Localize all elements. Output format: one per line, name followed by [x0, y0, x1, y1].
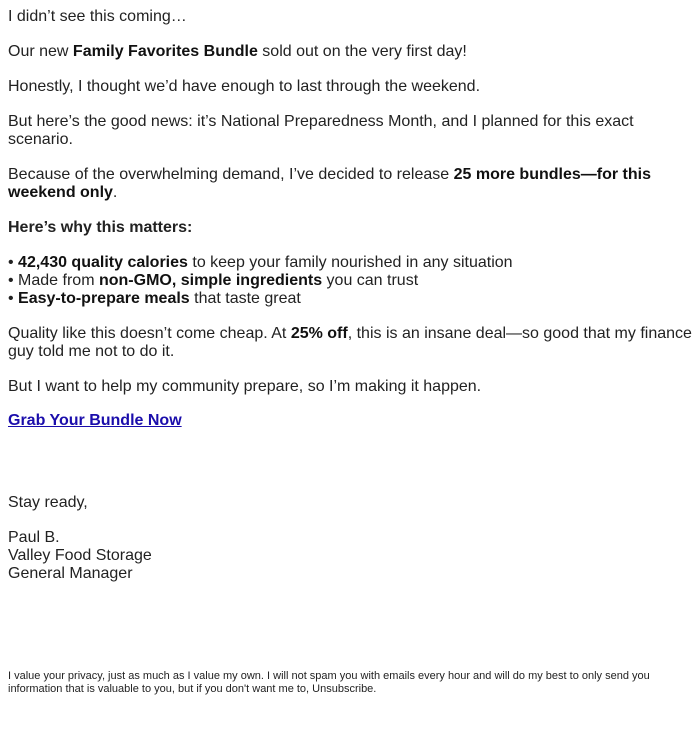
release-text-before: Because of the overwhelming demand, I’ve decided to release [8, 166, 454, 183]
bullet-text: you can trust [322, 272, 419, 289]
why-heading: Here’s why this matters: [8, 219, 193, 236]
weekend-paragraph: Honestly, I thought we’d have enough to last through the weekend. [8, 78, 481, 95]
signature-block [8, 529, 692, 583]
bullet-text: to keep your family nourished in any situation [187, 254, 513, 271]
bullet-highlight: non-GMO, simple ingredients [98, 272, 323, 289]
sold-out-text-after: sold out on the very first day! [257, 43, 467, 60]
release-text-after: . [112, 184, 118, 201]
signature-name: Paul B. [8, 529, 60, 546]
quality-text-after: , this is an insane deal—so good that my finance guy told me not to do it. [8, 325, 692, 360]
sold-out-text-before: Our new [8, 43, 73, 60]
bullet-prefix: • Made from [8, 272, 99, 289]
bullet-highlight: Easy-to-prepare meals [18, 290, 190, 307]
signature-company: Valley Food Storage [8, 547, 152, 564]
release-paragraph [8, 166, 692, 202]
good-news-paragraph: But here’s the good news: it’s National Preparedness Month, and I planned for this exact scenario. [8, 113, 634, 148]
signature-title: General Manager [8, 565, 133, 582]
list-item [8, 290, 692, 308]
sold-out-paragraph [8, 43, 692, 61]
bullet-prefix: • [8, 290, 19, 307]
signoff: Stay ready, [8, 494, 88, 511]
list-item [8, 272, 692, 290]
bullet-text: that taste great [189, 290, 301, 307]
bullet-highlight: 42,430 quality calories [18, 254, 188, 271]
quality-paragraph [8, 325, 692, 361]
bullet-prefix: • [8, 254, 19, 271]
discount-highlight: 25% off [290, 325, 348, 342]
privacy-footer: I value your privacy, just as much as I value my own. I will not spam you with emails every hour and will do my best to only send you information that is valuable to you, but if you don't want me to, Unsubscribe. [8, 670, 650, 695]
community-paragraph: But I want to help my community prepare, so I’m making it happen. [8, 378, 482, 395]
grab-bundle-link[interactable]: Grab Your Bundle Now [8, 412, 182, 429]
list-item [8, 254, 692, 272]
quality-text-before: Quality like this doesn’t come cheap. At [8, 325, 291, 342]
intro-line: I didn’t see this coming… [8, 8, 187, 25]
release-highlight: 25 more bundles—for this weekend only [8, 166, 651, 201]
bundle-name: Family Favorites Bundle [72, 43, 258, 60]
benefits-list [8, 254, 692, 308]
